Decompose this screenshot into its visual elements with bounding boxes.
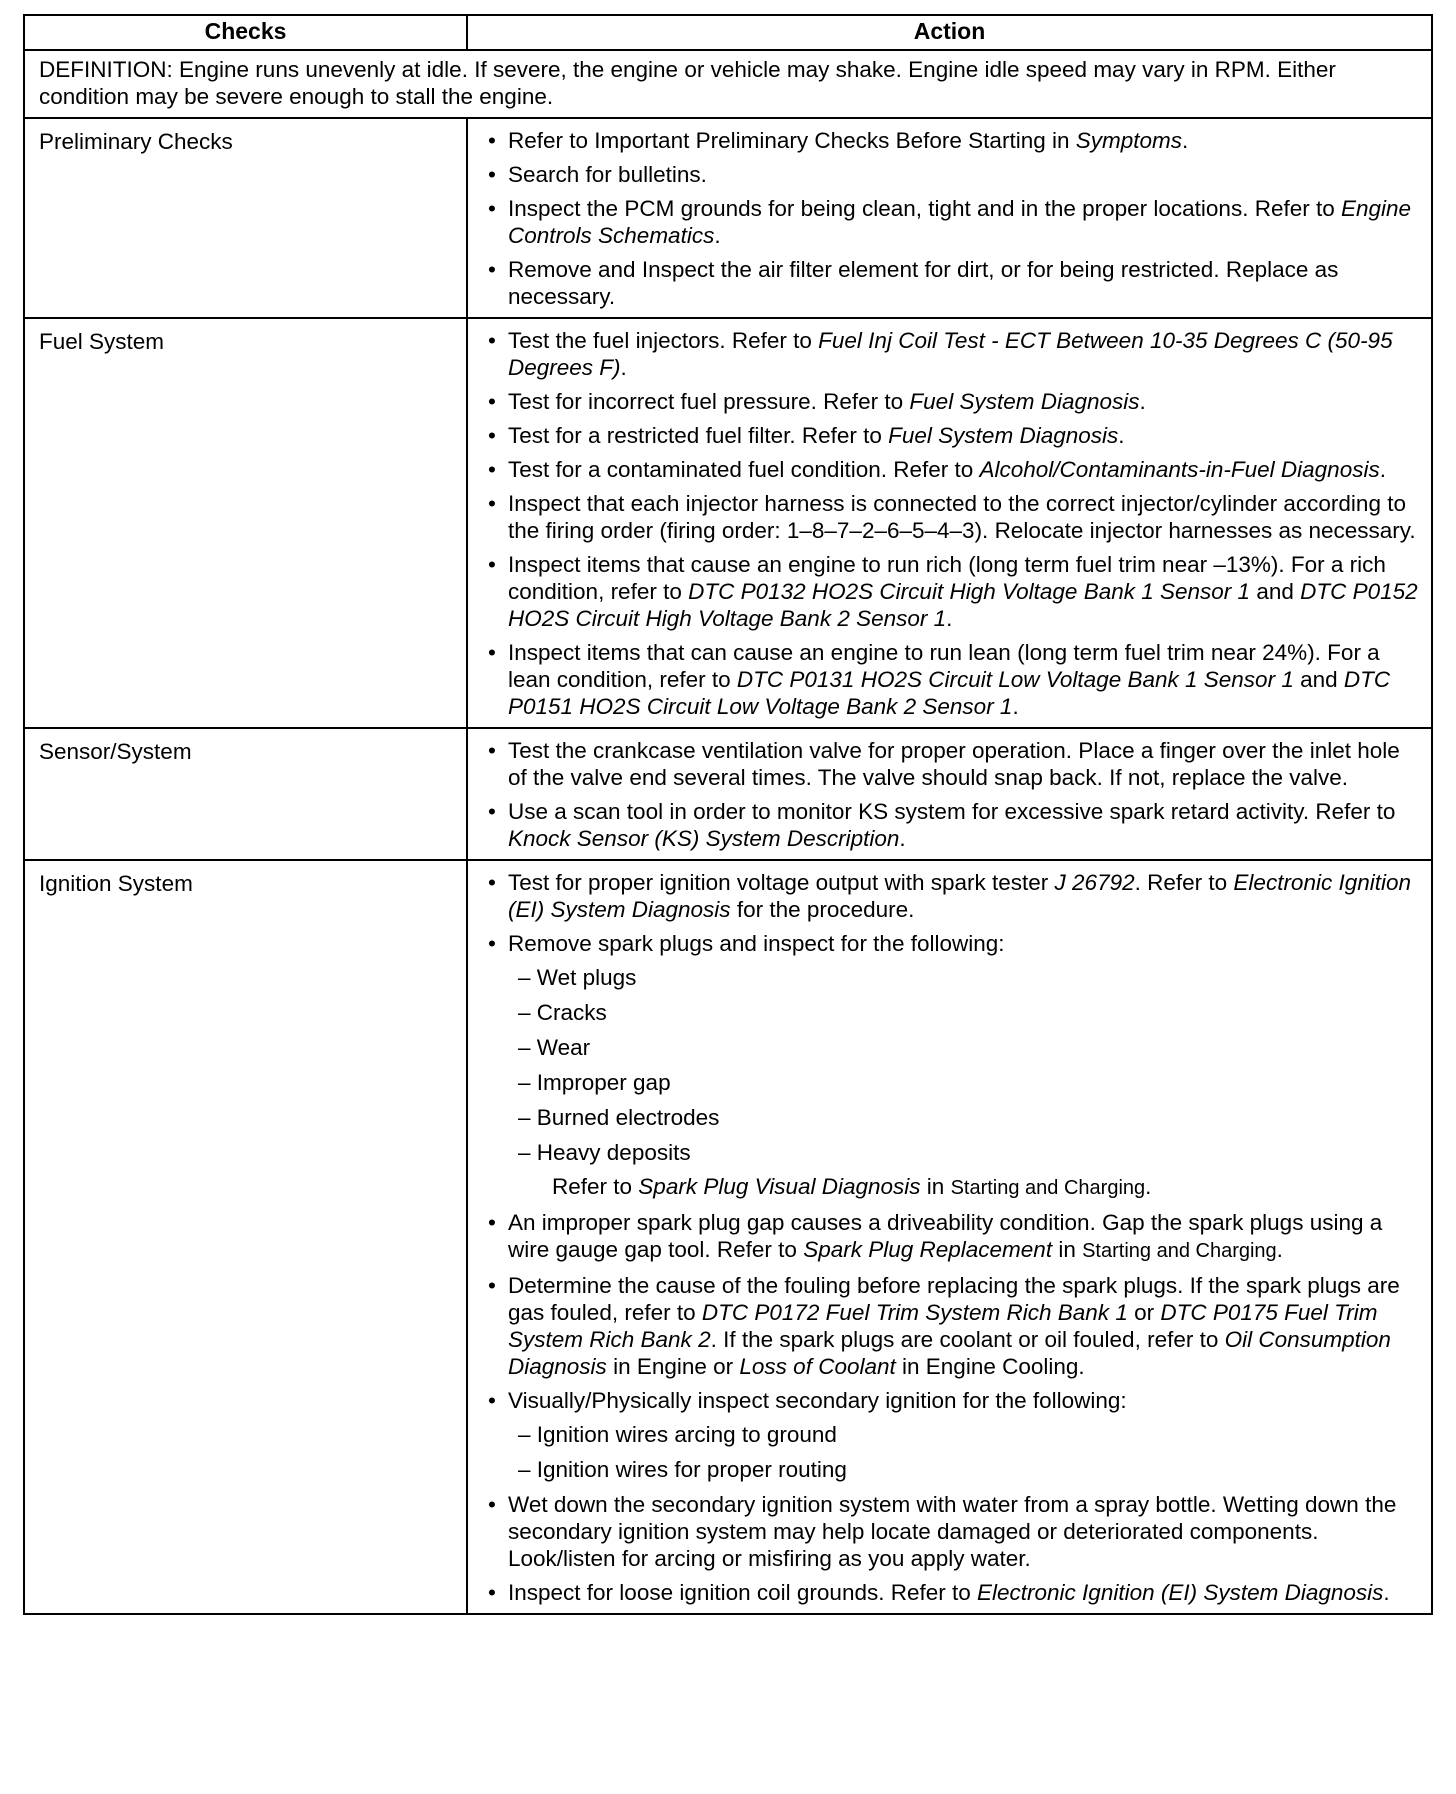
text-segment: for the procedure. — [730, 897, 915, 922]
refer-line — [508, 1173, 1419, 1202]
text-segment: . — [1276, 1237, 1283, 1262]
action-item — [480, 456, 1419, 483]
action-cell — [467, 318, 1432, 728]
text-segment: . — [714, 223, 721, 248]
text-segment: Test the fuel injectors. Refer to — [508, 328, 819, 353]
text-segment: Determine the cause of the fouling before replacing the spark plugs. If the spark plugs are gas fouled, refer to — [508, 1273, 1400, 1325]
sub-item: – Improper gap — [518, 1070, 671, 1095]
sub-item: – Wet plugs — [518, 965, 637, 990]
sub-item: – Cracks — [518, 1000, 607, 1025]
text-segment: or — [1127, 1300, 1161, 1325]
header-row — [24, 15, 1432, 50]
check-cell: Preliminary Checks — [24, 118, 467, 318]
action-item — [480, 930, 1419, 1202]
text-segment: Starting and Charging — [1082, 1240, 1277, 1262]
text-segment: . — [1012, 694, 1019, 719]
reference-text: Knock Sensor (KS) System Description — [508, 826, 900, 851]
reference-text: DTC P0175 Fuel Trim System Rich Bank 2 — [508, 1300, 1378, 1352]
text-segment: . — [1139, 389, 1146, 414]
text-segment: Test the crankcase ventilation valve for proper operation. Place a finger over the inlet hole of the valve end several times. The valve should snap back. If not, replace the valve. — [508, 738, 1400, 790]
text-segment: Test for a restricted fuel filter. Refer to — [508, 423, 889, 448]
reference-text: Fuel Inj Coil Test - ECT Between 10-35 Degrees C (50-95 Degrees F) — [508, 328, 1393, 380]
sub-item: – Ignition wires for proper routing — [518, 1457, 847, 1482]
reference-text: Spark Plug Visual Diagnosis — [638, 1174, 921, 1199]
diagnostic-table — [23, 14, 1433, 1615]
text-segment: Test for a contaminated fuel condition. Refer to — [508, 457, 980, 482]
text-segment: Inspect items that cause an engine to run rich (long term fuel trim near –13%). For a rich condition, refer to — [508, 552, 1386, 604]
text-segment: . — [899, 826, 906, 851]
text-segment: . Refer to — [1134, 870, 1234, 895]
text-segment: . — [1145, 1174, 1152, 1199]
action-item — [480, 388, 1419, 415]
action-list — [480, 737, 1419, 852]
reference-text: Alcohol/Contaminants-in-Fuel Diagnosis — [979, 457, 1380, 482]
action-item — [480, 798, 1419, 852]
text-segment: . — [620, 355, 627, 380]
text-segment: . — [1118, 423, 1125, 448]
action-item — [480, 1272, 1419, 1380]
reference-text: DTC P0172 Fuel Trim System Rich Bank 1 — [701, 1300, 1128, 1325]
check-cell: Sensor/System — [24, 728, 467, 860]
action-item — [480, 737, 1419, 791]
reference-text: Spark Plug Replacement — [803, 1237, 1053, 1262]
text-segment: Inspect for loose ignition coil grounds. Refer to — [508, 1580, 978, 1605]
action-item — [480, 327, 1419, 381]
table-row — [24, 728, 1432, 860]
text-segment: Inspect the PCM grounds for being clean, tight and in the proper locations. Refer to — [508, 196, 1341, 221]
text-segment: Search for bulletins. — [508, 162, 707, 187]
reference-text: J 26792 — [1054, 870, 1135, 895]
action-item — [480, 1387, 1419, 1483]
definition-row — [24, 50, 1432, 118]
sub-item: – Heavy deposits — [518, 1140, 691, 1165]
reference-text: DTC P0131 HO2S Circuit Low Voltage Bank 1 Sensor 1 — [736, 667, 1294, 692]
sub-item: – Ignition wires arcing to ground — [518, 1422, 837, 1447]
text-segment: . — [1379, 457, 1386, 482]
reference-text: DTC P0151 HO2S Circuit Low Voltage Bank 2 Sensor 1 — [508, 667, 1391, 719]
text-segment: Wet down the secondary ignition system with water from a spray bottle. Wetting down the secondary ignition system may help locate damaged or deteriorated components. Look/listen for arcing or misfiring as you apply water. — [508, 1492, 1397, 1571]
action-item — [480, 1579, 1419, 1606]
action-item — [480, 1209, 1419, 1265]
reference-text: Engine Controls Schematics — [508, 196, 1412, 248]
reference-text: Fuel System Diagnosis — [909, 389, 1140, 414]
text-segment: . If the spark plugs are coolant or oil fouled, refer to — [710, 1327, 1225, 1352]
action-item — [480, 161, 1419, 188]
sub-list — [508, 1421, 1419, 1483]
table-row — [24, 118, 1432, 318]
action-list — [480, 869, 1419, 1606]
text-segment: in — [1052, 1237, 1083, 1262]
text-segment: Remove spark plugs and inspect for the following: — [508, 931, 1005, 956]
action-cell — [467, 118, 1432, 318]
action-cell — [467, 728, 1432, 860]
action-item — [480, 639, 1419, 720]
action-item — [480, 869, 1419, 923]
text-segment: . — [1182, 128, 1189, 153]
reference-text: Oil Consumption Diagnosis — [508, 1327, 1391, 1379]
action-item — [480, 127, 1419, 154]
action-item — [480, 490, 1419, 544]
text-segment: Test for proper ignition voltage output with spark tester — [508, 870, 1055, 895]
header-checks: Checks — [24, 15, 467, 50]
reference-text: Electronic Ignition (EI) System Diagnosis — [977, 1580, 1384, 1605]
sub-list — [508, 964, 1419, 1166]
table-row — [24, 860, 1432, 1614]
text-segment: Remove and Inspect the air filter element for dirt, or for being restricted. Replace as necessary. — [508, 257, 1339, 309]
action-item — [480, 422, 1419, 449]
text-segment: An improper spark plug gap causes a driveability condition. Gap the spark plugs using a wire gauge gap tool. Refer to — [508, 1210, 1383, 1262]
reference-text: DTC P0152 HO2S Circuit High Voltage Bank 2 Sensor 1 — [508, 579, 1418, 631]
reference-text: Fuel System Diagnosis — [888, 423, 1119, 448]
text-segment: Use a scan tool in order to monitor KS system for excessive spark retard activity. Refer to — [508, 799, 1396, 824]
text-segment: and — [1250, 579, 1301, 604]
action-item — [480, 195, 1419, 249]
action-item — [480, 551, 1419, 632]
reference-text: DTC P0132 HO2S Circuit High Voltage Bank 1 Sensor 1 — [688, 579, 1251, 604]
text-segment: Starting and Charging — [950, 1177, 1146, 1199]
action-item — [480, 256, 1419, 310]
action-cell — [467, 860, 1432, 1614]
text-segment: Inspect items that can cause an engine to run lean (long term fuel trim near 24%). For a lean condition, refer to — [508, 640, 1380, 692]
text-segment: and — [1293, 667, 1344, 692]
text-segment: Inspect that each injector harness is connected to the correct injector/cylinder according to the firing order (firing order: 1–8–7–2–6–5–4–3). Relocate injector harnesses as necessary. — [508, 491, 1416, 543]
action-list — [480, 327, 1419, 720]
text-segment: Test for incorrect fuel pressure. Refer to — [508, 389, 910, 414]
reference-text: Electronic Ignition (EI) System Diagnosis — [508, 870, 1412, 922]
header-action: Action — [467, 15, 1432, 50]
text-segment: Visually/Physically inspect secondary ignition for the following: — [508, 1388, 1127, 1413]
sub-item: – Wear — [518, 1035, 591, 1060]
text-segment: Refer to — [552, 1174, 639, 1199]
sub-item: – Burned electrodes — [518, 1105, 720, 1130]
action-item — [480, 1491, 1419, 1572]
action-list — [480, 127, 1419, 310]
table-body — [24, 50, 1432, 1614]
text-segment: Refer to Important Preliminary Checks Before Starting in — [508, 128, 1076, 153]
text-segment: . — [946, 606, 953, 631]
table-row — [24, 318, 1432, 728]
text-segment: in Engine Cooling. — [895, 1354, 1085, 1379]
check-cell: Ignition System — [24, 860, 467, 1614]
text-segment: . — [1383, 1580, 1390, 1605]
reference-text: Loss of Coolant — [739, 1354, 896, 1379]
text-segment: in Engine or — [606, 1354, 740, 1379]
text-segment: in — [920, 1174, 951, 1199]
check-cell: Fuel System — [24, 318, 467, 728]
definition-text: DEFINITION: Engine runs unevenly at idle. If severe, the engine or vehicle may shake. Engine idle speed may vary in RPM. Either condition may be severe enough to stall the engine. — [24, 50, 1432, 118]
reference-text: Symptoms — [1075, 128, 1183, 153]
